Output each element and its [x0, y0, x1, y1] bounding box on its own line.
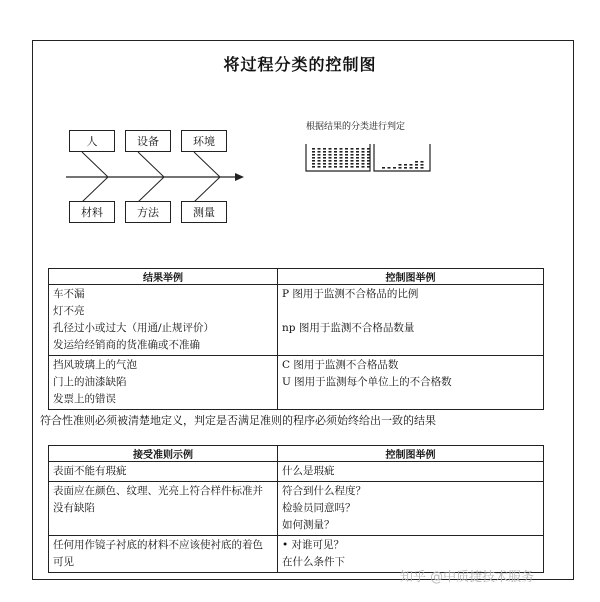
fishbone-bone: [194, 177, 220, 202]
bin-mark: [367, 166, 370, 168]
table-cell-results: [49, 285, 278, 356]
bin-mark: [340, 160, 343, 162]
cell-line: 车不漏: [53, 288, 85, 300]
bin-mark: [356, 148, 359, 150]
bin-mark: [345, 151, 348, 153]
classification-bins-graphic: [300, 138, 440, 178]
bin-mark: [329, 163, 332, 165]
bin-mark: [329, 166, 332, 168]
bin-mark: [393, 167, 396, 169]
cell-line: [282, 303, 539, 320]
bin-marks: [312, 148, 424, 169]
bin-mark: [367, 157, 370, 159]
judge-caption: 根据结果的分类进行判定: [306, 122, 406, 132]
bin-mark: [340, 151, 343, 153]
bin-mark: [356, 151, 359, 153]
conformance-note: 符合性准则必须被清楚地定义，判定是否满足准则的程序必须始终给出一致的结果: [40, 414, 436, 427]
bin-mark: [415, 167, 418, 169]
bin-mark: [351, 163, 354, 165]
bin-mark: [318, 160, 321, 162]
fishbone-bone: [82, 152, 108, 177]
table-header-criteria: 接受准则示例: [49, 446, 278, 462]
bin-mark: [329, 148, 332, 150]
bin-mark: [345, 166, 348, 168]
cell-line: • 对谁可见？: [282, 539, 345, 551]
bin-mark: [334, 160, 337, 162]
bin-mark: [367, 148, 370, 150]
bin-mark: [351, 166, 354, 168]
bin-mark: [323, 151, 326, 153]
bin-mark: [388, 167, 391, 169]
fishbone-bone: [138, 152, 164, 177]
table-cell-results: [49, 356, 278, 410]
table-header-charts: 控制图举例: [278, 446, 544, 462]
bin-mark: [421, 161, 424, 163]
bin-mark: [312, 148, 315, 150]
bin-mark: [404, 164, 407, 166]
table-row: [49, 482, 544, 536]
cell-line: 检验员同意吗？: [282, 502, 356, 514]
table-cell-charts: [278, 356, 544, 410]
cell-line: 灯不亮: [53, 305, 85, 317]
bin-mark: [410, 164, 413, 166]
cell-line: 符合到什么程度？: [282, 485, 366, 497]
fishbone-head-arrow: [235, 173, 244, 181]
bin-mark: [323, 154, 326, 156]
cell-line: 表面应在颜色、纹理、光亮上符合样件标准并: [53, 485, 263, 497]
bin-mark: [312, 157, 315, 159]
table-header-charts: 控制图举例: [278, 269, 544, 285]
table-cell-criteria: [49, 462, 278, 482]
fishbone-label-environment: 环境: [181, 130, 227, 152]
cell-line: 发运给经销商的货准确或不准确: [53, 339, 200, 351]
fishbone-label-material: 材料: [69, 201, 115, 223]
table-row: [49, 285, 544, 356]
cell-line: 挡风玻璃上的气泡: [53, 359, 137, 371]
bin-mark: [356, 163, 359, 165]
bin-mark: [340, 154, 343, 156]
table-row: [49, 356, 544, 410]
bin-mark: [367, 163, 370, 165]
bin-mark: [415, 161, 418, 163]
bin-mark: [318, 151, 321, 153]
bin-mark: [356, 166, 359, 168]
fishbone-label-people: 人: [69, 130, 115, 152]
bin-mark: [345, 157, 348, 159]
fishbone-bone: [82, 177, 108, 202]
table-cell-criteria: [49, 482, 278, 536]
bin-mark: [318, 166, 321, 168]
bin-mark: [356, 157, 359, 159]
bin-mark: [340, 163, 343, 165]
cell-line: 可见: [53, 556, 74, 568]
acceptance-table: [48, 445, 544, 573]
bin-mark: [334, 151, 337, 153]
bin-mark: [399, 164, 402, 166]
page-title: 将过程分类的控制图: [223, 55, 377, 74]
bin-mark: [351, 157, 354, 159]
bin-mark: [334, 163, 337, 165]
results-table: [48, 268, 544, 410]
table-header-row: [49, 446, 544, 462]
bin-mark: [362, 151, 365, 153]
bin-mark: [318, 157, 321, 159]
bin-mark: [362, 154, 365, 156]
cell-line: [282, 337, 539, 354]
bin-mark: [362, 163, 365, 165]
bin-mark: [410, 167, 413, 169]
bin-mark: [404, 167, 407, 169]
cell-line: 门上的油漆缺陷: [53, 376, 127, 388]
bin-mark: [421, 164, 424, 166]
bin-mark: [323, 160, 326, 162]
bin-mark: [312, 163, 315, 165]
bin-mark: [345, 154, 348, 156]
bin-mark: [362, 148, 365, 150]
bin-mark: [340, 166, 343, 168]
cell-line: 孔径过小或过大（用通/止规评价）: [53, 322, 215, 334]
bin-mark: [356, 154, 359, 156]
bin-mark: [415, 164, 418, 166]
bin-mark: [312, 154, 315, 156]
table-header-results: 结果举例: [49, 269, 278, 285]
watermark: 知乎 @中质捷技术服务: [400, 570, 535, 585]
fishbone-bone: [194, 152, 220, 177]
bin-mark: [399, 167, 402, 169]
bin-mark: [318, 148, 321, 150]
bin-mark: [312, 151, 315, 153]
bin-mark: [351, 154, 354, 156]
bin-mark: [362, 160, 365, 162]
bin-mark: [340, 148, 343, 150]
bin-mark: [362, 157, 365, 159]
cell-line: 在什么条件下: [282, 556, 345, 568]
bin-mark: [351, 160, 354, 162]
bin-mark: [382, 167, 385, 169]
fishbone-label-measurement: 测量: [181, 201, 227, 223]
bin-mark: [367, 154, 370, 156]
bin-mark: [318, 163, 321, 165]
fishbone-label-equipment: 设备: [125, 130, 171, 152]
bin-mark: [312, 166, 315, 168]
bin-mark: [334, 157, 337, 159]
bin-mark: [345, 163, 348, 165]
cell-line: np 图用于监测不合格品数量: [282, 322, 415, 334]
table-header-row: [49, 269, 544, 285]
bin-right-outline: [374, 144, 430, 171]
bin-mark: [323, 148, 326, 150]
bin-mark: [329, 160, 332, 162]
bin-mark: [329, 157, 332, 159]
table-row: [49, 462, 544, 482]
cell-line: 如何测量？: [282, 519, 335, 531]
bin-mark: [323, 166, 326, 168]
bin-mark: [367, 160, 370, 162]
cell-line: 表面不能有瑕疵: [53, 465, 127, 477]
cell-line: 发票上的错误: [53, 393, 116, 405]
cell-line: 任何用作镜子衬底的材料不应该使衬底的着色: [53, 539, 263, 551]
bin-left-outline: [306, 144, 370, 171]
cell-line: C 图用于监测不合格品数: [282, 359, 399, 371]
bin-mark: [323, 157, 326, 159]
bin-mark: [340, 157, 343, 159]
bin-mark: [334, 154, 337, 156]
fishbone-bone: [138, 177, 164, 202]
cell-line: [282, 391, 539, 408]
bin-mark: [329, 151, 332, 153]
bin-mark: [421, 167, 424, 169]
cell-line: U 图用于监测每个单位上的不合格数: [282, 376, 452, 388]
cell-line: P 图用于监测不合格品的比例: [282, 288, 419, 300]
bin-mark: [351, 151, 354, 153]
bin-mark: [356, 160, 359, 162]
cell-line: 什么是瑕疵: [282, 465, 335, 477]
fishbone-label-method: 方法: [125, 201, 171, 223]
table-cell-charts: [278, 482, 544, 536]
bin-mark: [312, 160, 315, 162]
table-cell-charts: [278, 462, 544, 482]
table-cell-criteria: [49, 536, 278, 573]
bin-mark: [345, 148, 348, 150]
bin-mark: [334, 166, 337, 168]
bin-mark: [329, 154, 332, 156]
bin-mark: [318, 154, 321, 156]
bin-mark: [351, 148, 354, 150]
bin-mark: [334, 148, 337, 150]
bin-mark: [362, 166, 365, 168]
bin-mark: [323, 163, 326, 165]
bin-mark: [345, 160, 348, 162]
table-cell-charts: [278, 285, 544, 356]
cell-line: 没有缺陷: [53, 502, 95, 514]
bin-mark: [367, 151, 370, 153]
